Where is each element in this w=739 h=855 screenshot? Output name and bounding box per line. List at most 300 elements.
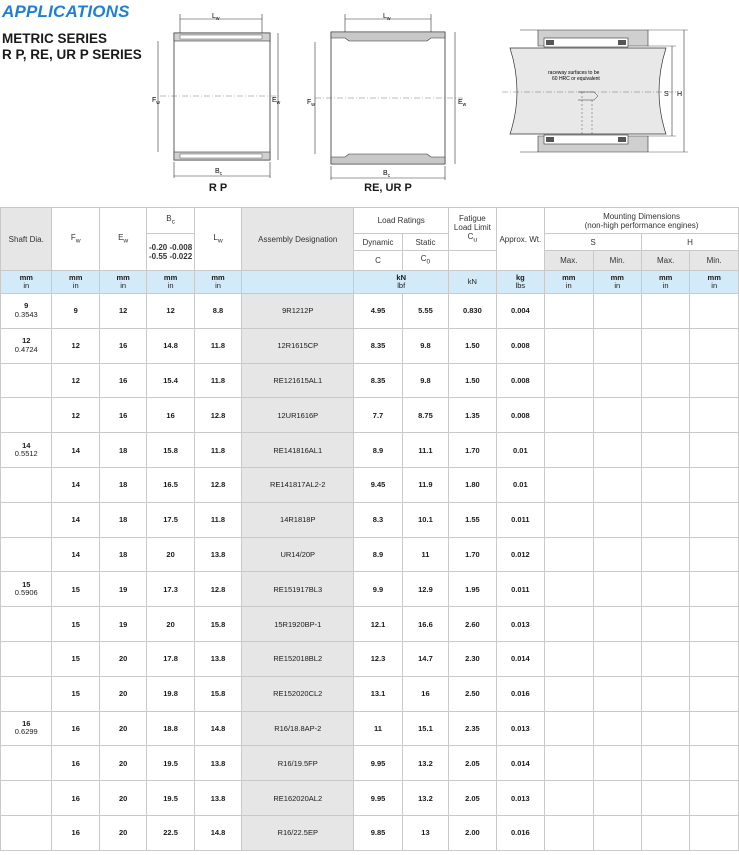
cell-h-max xyxy=(641,433,689,468)
cell-c: 9.9 xyxy=(354,572,402,607)
cell-assembly: R16/22.5EP xyxy=(242,815,354,850)
shaft-mm: 12 xyxy=(22,336,31,346)
cell-bc: 19.8 xyxy=(147,676,194,711)
cell-s-max xyxy=(545,746,593,781)
shaft-mm: 14 xyxy=(22,440,31,450)
cell-h-min xyxy=(690,746,739,781)
rp-bearing-drawing xyxy=(150,6,290,184)
cell-shaft xyxy=(1,746,52,781)
cell-h-max xyxy=(641,537,689,572)
table-row xyxy=(1,781,739,816)
cell-s-max xyxy=(545,607,593,642)
table-row xyxy=(1,328,739,363)
cell-h-max xyxy=(641,398,689,433)
cell-c: 8.9 xyxy=(354,537,402,572)
cell-h-min xyxy=(690,363,739,398)
re-bearing-figure xyxy=(303,6,473,206)
cell-ew: 20 xyxy=(99,676,146,711)
re-caption: RE, UR P xyxy=(364,182,412,194)
cell-cu: 1.55 xyxy=(449,502,496,537)
shaft-inch: 0.5906 xyxy=(14,588,38,598)
col-fw: $F_w$ xyxy=(52,208,99,271)
cell-c0: 12.9 xyxy=(402,572,448,607)
units-row xyxy=(1,271,739,294)
cell-shaft xyxy=(1,676,52,711)
cell-h-min xyxy=(690,398,739,433)
table-row xyxy=(1,607,739,642)
cell-ew: 12 xyxy=(99,294,146,329)
mounting-drawing xyxy=(498,10,738,180)
cell-cu: 1.80 xyxy=(449,467,496,502)
cell-s-max xyxy=(545,467,593,502)
unit-h-min: mm in xyxy=(690,271,739,294)
mount-s-label: S xyxy=(664,91,669,98)
cell-fw: 14 xyxy=(52,537,99,572)
cell-c: 9.95 xyxy=(354,746,402,781)
cell-c0: 16.6 xyxy=(402,607,448,642)
cell-s-min xyxy=(593,572,641,607)
col-fatigue: Fatigue Load Limit $C_u$ xyxy=(449,208,496,251)
col-mounting: Mounting Dimensions (non-high performance engines) xyxy=(545,208,739,234)
cell-h-min xyxy=(690,294,739,329)
rp-bearing-figure xyxy=(150,6,290,206)
cell-h-max xyxy=(641,711,689,746)
re-fw-label: $F_w$ xyxy=(307,99,315,108)
cell-fw: 16 xyxy=(52,711,99,746)
cell-wt: 0.008 xyxy=(496,328,544,363)
col-s-min: Min. xyxy=(593,251,641,271)
cell-lw: 11.8 xyxy=(194,433,241,468)
cell-c: 12.1 xyxy=(354,607,402,642)
unit-load: kN lbf xyxy=(354,271,449,294)
cell-wt: 0.016 xyxy=(496,815,544,850)
shaft-mm: 9 xyxy=(24,301,29,311)
cell-shaft xyxy=(1,572,52,607)
cell-fw: 14 xyxy=(52,467,99,502)
cell-lw: 12.8 xyxy=(194,398,241,433)
unit-s-max: mm in xyxy=(545,271,593,294)
cell-c0: 5.55 xyxy=(402,294,448,329)
cell-shaft xyxy=(1,537,52,572)
cell-fw: 15 xyxy=(52,676,99,711)
cell-h-min xyxy=(690,711,739,746)
cell-s-min xyxy=(593,502,641,537)
table-row xyxy=(1,294,739,329)
cell-assembly: UR14/20P xyxy=(242,537,354,572)
mounting-figure xyxy=(498,10,738,210)
cell-c: 8.35 xyxy=(354,363,402,398)
cell-s-min xyxy=(593,746,641,781)
cell-s-min xyxy=(593,398,641,433)
cell-s-max xyxy=(545,502,593,537)
cell-ew: 16 xyxy=(99,328,146,363)
mount-h-label: H xyxy=(677,91,683,98)
cell-cu: 0.830 xyxy=(449,294,496,329)
rp-caption: R P xyxy=(208,182,228,194)
cell-s-max xyxy=(545,398,593,433)
cell-c0: 13.2 xyxy=(402,781,448,816)
cell-c: 4.95 xyxy=(354,294,402,329)
cell-c0: 13.2 xyxy=(402,746,448,781)
shaft-inch: 0.4724 xyxy=(14,344,38,354)
cell-lw: 13.8 xyxy=(194,641,241,676)
table-row xyxy=(1,433,739,468)
cell-c: 7.7 xyxy=(354,398,402,433)
cell-ew: 18 xyxy=(99,433,146,468)
cell-ew: 20 xyxy=(99,815,146,850)
cell-c: 9.95 xyxy=(354,781,402,816)
cell-lw: 11.8 xyxy=(194,502,241,537)
shaft-inch: 0.3543 xyxy=(14,309,38,319)
cell-h-max xyxy=(641,746,689,781)
cell-bc: 20 xyxy=(147,607,194,642)
table-row xyxy=(1,641,739,676)
col-ew: $E_w$ xyxy=(99,208,146,271)
cell-s-min xyxy=(593,815,641,850)
cell-lw: 11.8 xyxy=(194,363,241,398)
cell-s-max xyxy=(545,676,593,711)
table-row xyxy=(1,676,739,711)
table-row xyxy=(1,815,739,850)
cell-h-min xyxy=(690,537,739,572)
cell-h-min xyxy=(690,433,739,468)
cell-c0: 14.7 xyxy=(402,641,448,676)
cell-fw: 14 xyxy=(52,502,99,537)
cell-wt: 0.008 xyxy=(496,363,544,398)
cell-h-min xyxy=(690,502,739,537)
re-bearing-drawing xyxy=(303,6,473,184)
rp-ew-label: $E_w$ xyxy=(272,97,281,106)
cell-cu: 2.60 xyxy=(449,607,496,642)
re-ew-label: $E_w$ xyxy=(458,99,467,108)
col-weight: Approx. Wt. xyxy=(496,208,544,271)
unit-bc: mm in xyxy=(147,271,194,294)
cell-c0: 16 xyxy=(402,676,448,711)
cell-assembly: RE141816AL1 xyxy=(242,433,354,468)
cell-cu: 1.95 xyxy=(449,572,496,607)
cell-s-min xyxy=(593,641,641,676)
cell-wt: 0.004 xyxy=(496,294,544,329)
cell-lw: 12.8 xyxy=(194,572,241,607)
bearing-data-table xyxy=(0,207,739,851)
cell-bc: 17.8 xyxy=(147,641,194,676)
cell-bc: 16 xyxy=(147,398,194,433)
cell-h-max xyxy=(641,815,689,850)
cell-shaft xyxy=(1,607,52,642)
cell-h-min xyxy=(690,328,739,363)
cell-cu: 2.50 xyxy=(449,676,496,711)
cell-s-min xyxy=(593,433,641,468)
cell-ew: 19 xyxy=(99,607,146,642)
col-h: H xyxy=(641,234,738,251)
cell-fw: 16 xyxy=(52,781,99,816)
cell-shaft xyxy=(1,641,52,676)
unit-shaft: mm in xyxy=(1,271,52,294)
cell-cu: 2.05 xyxy=(449,746,496,781)
cell-wt: 0.01 xyxy=(496,467,544,502)
cell-assembly: 15R1920BP-1 xyxy=(242,607,354,642)
cell-ew: 16 xyxy=(99,398,146,433)
cell-h-min xyxy=(690,641,739,676)
cell-s-min xyxy=(593,328,641,363)
cell-h-min xyxy=(690,467,739,502)
cell-s-max xyxy=(545,572,593,607)
col-load-ratings: Load Ratings xyxy=(354,208,449,234)
shaft-mm: 15 xyxy=(22,579,31,589)
cell-lw: 13.8 xyxy=(194,781,241,816)
table-body xyxy=(1,294,739,851)
cell-ew: 20 xyxy=(99,746,146,781)
cell-wt: 0.013 xyxy=(496,711,544,746)
cell-c: 13.1 xyxy=(354,676,402,711)
cell-c0: 11 xyxy=(402,537,448,572)
cell-s-max xyxy=(545,711,593,746)
cell-c: 8.9 xyxy=(354,433,402,468)
cell-shaft xyxy=(1,781,52,816)
cell-cu: 1.50 xyxy=(449,363,496,398)
cell-lw: 15.8 xyxy=(194,607,241,642)
col-assembly: Assembly Designation xyxy=(242,208,354,271)
cell-cu: 1.50 xyxy=(449,328,496,363)
cell-wt: 0.013 xyxy=(496,781,544,816)
cell-h-max xyxy=(641,502,689,537)
cell-wt: 0.013 xyxy=(496,607,544,642)
cell-bc: 19.5 xyxy=(147,746,194,781)
series-line-2: R P, RE, UR P SERIES xyxy=(2,47,142,62)
col-c: C xyxy=(354,251,402,271)
cell-cu: 2.00 xyxy=(449,815,496,850)
cell-assembly: R16/19.5FP xyxy=(242,746,354,781)
cell-c0: 9.8 xyxy=(402,363,448,398)
unit-assembly xyxy=(242,271,354,294)
cell-cu: 1.70 xyxy=(449,433,496,468)
cell-wt: 0.012 xyxy=(496,537,544,572)
cell-ew: 20 xyxy=(99,711,146,746)
series-title xyxy=(2,31,142,63)
cell-bc: 19.5 xyxy=(147,781,194,816)
cell-bc: 12 xyxy=(147,294,194,329)
cell-fw: 12 xyxy=(52,398,99,433)
table-row xyxy=(1,711,739,746)
cell-fw: 14 xyxy=(52,433,99,468)
mount-note-1: raceway surfaces to be xyxy=(548,70,600,76)
shaft-inch: 0.6299 xyxy=(14,727,38,737)
unit-s-min: mm in xyxy=(593,271,641,294)
cell-lw: 14.8 xyxy=(194,815,241,850)
cell-bc: 18.8 xyxy=(147,711,194,746)
unit-fw: mm in xyxy=(52,271,99,294)
shaft-mm: 16 xyxy=(22,718,31,728)
cell-assembly: 12R1615CP xyxy=(242,328,354,363)
cell-lw: 8.8 xyxy=(194,294,241,329)
cell-h-max xyxy=(641,676,689,711)
rp-bc-label: $B_c$ xyxy=(215,168,223,177)
cell-assembly: R16/18.8AP-2 xyxy=(242,711,354,746)
cell-wt: 0.014 xyxy=(496,641,544,676)
cell-shaft xyxy=(1,433,52,468)
cell-fw: 16 xyxy=(52,746,99,781)
table-row xyxy=(1,502,739,537)
table-row xyxy=(1,398,739,433)
cell-wt: 0.011 xyxy=(496,572,544,607)
cell-fw: 15 xyxy=(52,607,99,642)
cell-shaft xyxy=(1,294,52,329)
cell-wt: 0.01 xyxy=(496,433,544,468)
cell-s-max xyxy=(545,294,593,329)
cell-h-min xyxy=(690,676,739,711)
unit-fatigue: kN xyxy=(449,271,496,294)
re-lw-label: $L_w$ xyxy=(383,13,391,22)
cell-h-min xyxy=(690,572,739,607)
cell-bc: 15.4 xyxy=(147,363,194,398)
cell-cu: 2.30 xyxy=(449,641,496,676)
cell-assembly: RE152020CL2 xyxy=(242,676,354,711)
cell-ew: 20 xyxy=(99,641,146,676)
cell-assembly: 12UR1616P xyxy=(242,398,354,433)
shaft-inch: 0.5512 xyxy=(14,449,38,459)
cell-s-max xyxy=(545,328,593,363)
cell-assembly: RE141817AL2-2 xyxy=(242,467,354,502)
cell-c: 8.3 xyxy=(354,502,402,537)
unit-ew: mm in xyxy=(99,271,146,294)
col-s-max: Max. xyxy=(545,251,593,271)
unit-weight: kg lbs xyxy=(496,271,544,294)
col-shaft: Shaft Dia. xyxy=(1,208,52,271)
cell-ew: 18 xyxy=(99,537,146,572)
cell-s-min xyxy=(593,537,641,572)
cell-wt: 0.008 xyxy=(496,398,544,433)
cell-ew: 16 xyxy=(99,363,146,398)
cell-h-max xyxy=(641,781,689,816)
cell-fw: 12 xyxy=(52,363,99,398)
cell-s-max xyxy=(545,537,593,572)
cell-c0: 9.8 xyxy=(402,328,448,363)
cell-assembly: RE151917BL3 xyxy=(242,572,354,607)
col-h-min: Min. xyxy=(690,251,739,271)
cell-shaft xyxy=(1,502,52,537)
cell-s-min xyxy=(593,607,641,642)
cell-wt: 0.016 xyxy=(496,676,544,711)
cell-assembly: RE162020AL2 xyxy=(242,781,354,816)
cell-s-min xyxy=(593,363,641,398)
cell-lw: 11.8 xyxy=(194,328,241,363)
mount-note-2: 60 HRC or equivalent xyxy=(552,76,600,82)
cell-h-min xyxy=(690,781,739,816)
cell-h-max xyxy=(641,467,689,502)
cell-shaft xyxy=(1,328,52,363)
cell-fw: 9 xyxy=(52,294,99,329)
col-fatigue-blank xyxy=(449,251,496,271)
cell-c: 8.35 xyxy=(354,328,402,363)
cell-c: 12.3 xyxy=(354,641,402,676)
cell-shaft xyxy=(1,467,52,502)
cell-s-max xyxy=(545,433,593,468)
page-header xyxy=(0,0,739,205)
series-line-1: METRIC SERIES xyxy=(2,31,108,46)
cell-h-min xyxy=(690,815,739,850)
col-c0: $C_0$ xyxy=(402,251,448,271)
col-h-max: Max. xyxy=(641,251,689,271)
cell-bc: 22.5 xyxy=(147,815,194,850)
cell-wt: 0.014 xyxy=(496,746,544,781)
cell-s-min xyxy=(593,676,641,711)
table-row xyxy=(1,746,739,781)
table-row xyxy=(1,537,739,572)
col-lw: $L_w$ xyxy=(194,208,241,271)
re-bc-label: $B_c$ xyxy=(383,170,391,179)
cell-bc: 15.8 xyxy=(147,433,194,468)
cell-shaft xyxy=(1,398,52,433)
cell-c0: 15.1 xyxy=(402,711,448,746)
cell-h-max xyxy=(641,294,689,329)
cell-ew: 20 xyxy=(99,781,146,816)
cell-bc: 16.5 xyxy=(147,467,194,502)
cell-assembly: RE152018BL2 xyxy=(242,641,354,676)
cell-fw: 12 xyxy=(52,328,99,363)
cell-c0: 10.1 xyxy=(402,502,448,537)
cell-h-max xyxy=(641,641,689,676)
table-row xyxy=(1,363,739,398)
rp-fw-label: $F_w$ xyxy=(152,97,160,106)
cell-cu: 2.35 xyxy=(449,711,496,746)
bc-tolerance: -0.20 -0.008 -0.55 -0.022 xyxy=(147,234,194,271)
col-dynamic: Dynamic xyxy=(354,234,402,251)
cell-bc: 17.3 xyxy=(147,572,194,607)
col-bc: $B_c$ xyxy=(147,208,194,234)
cell-lw: 12.8 xyxy=(194,467,241,502)
cell-c: 11 xyxy=(354,711,402,746)
cell-lw: 13.8 xyxy=(194,746,241,781)
cell-c0: 13 xyxy=(402,815,448,850)
cell-s-max xyxy=(545,781,593,816)
section-title: APPLICATIONS xyxy=(2,2,130,21)
cell-c0: 11.1 xyxy=(402,433,448,468)
col-s: S xyxy=(545,234,642,251)
rp-lw-label: $L_w$ xyxy=(212,13,220,22)
cell-assembly: 14R1818P xyxy=(242,502,354,537)
cell-ew: 18 xyxy=(99,467,146,502)
col-static: Static xyxy=(402,234,448,251)
cell-s-max xyxy=(545,641,593,676)
cell-c: 9.45 xyxy=(354,467,402,502)
unit-lw: mm in xyxy=(194,271,241,294)
cell-c0: 11.9 xyxy=(402,467,448,502)
table-row xyxy=(1,467,739,502)
cell-h-max xyxy=(641,572,689,607)
cell-shaft xyxy=(1,711,52,746)
cell-h-max xyxy=(641,607,689,642)
cell-lw: 13.8 xyxy=(194,537,241,572)
cell-lw: 15.8 xyxy=(194,676,241,711)
cell-fw: 16 xyxy=(52,815,99,850)
cell-bc: 20 xyxy=(147,537,194,572)
cell-c0: 8.75 xyxy=(402,398,448,433)
cell-s-max xyxy=(545,363,593,398)
cell-h-max xyxy=(641,328,689,363)
cell-assembly: 9R1212P xyxy=(242,294,354,329)
cell-lw: 14.8 xyxy=(194,711,241,746)
cell-wt: 0.011 xyxy=(496,502,544,537)
cell-h-max xyxy=(641,363,689,398)
cell-bc: 17.5 xyxy=(147,502,194,537)
cell-s-min xyxy=(593,711,641,746)
cell-fw: 15 xyxy=(52,641,99,676)
cell-ew: 19 xyxy=(99,572,146,607)
cell-s-min xyxy=(593,294,641,329)
cell-assembly: RE121615AL1 xyxy=(242,363,354,398)
cell-shaft xyxy=(1,815,52,850)
cell-h-min xyxy=(690,607,739,642)
